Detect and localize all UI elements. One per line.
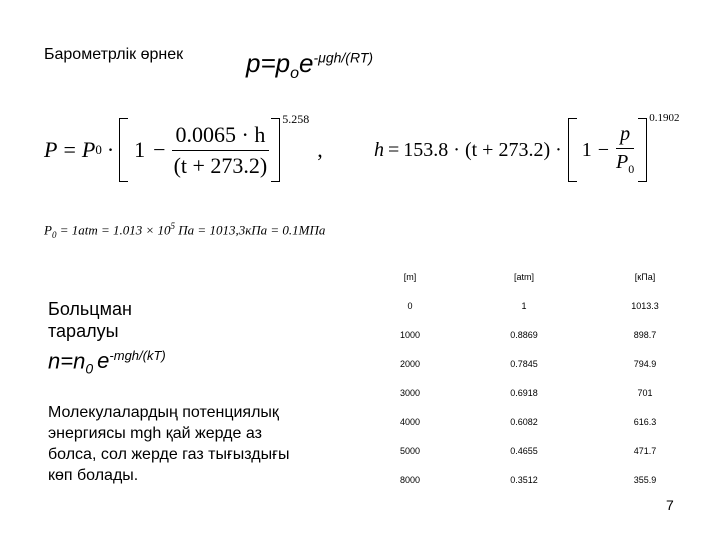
n0: n xyxy=(73,348,86,374)
height-den-p: P xyxy=(616,151,629,173)
height-right-bracket xyxy=(638,118,647,182)
pressure-one: 1 xyxy=(134,137,146,162)
height-formula xyxy=(374,112,680,182)
table-cell-kpa: 898.7 xyxy=(633,329,657,340)
table-cell-height: 4000 xyxy=(399,416,421,427)
table-cell-kpa: 616.3 xyxy=(633,416,657,427)
pressure-comma: , xyxy=(317,137,323,162)
description-line: көп болады. xyxy=(48,467,139,484)
table-row xyxy=(358,407,704,436)
description-line: болса, сол жерде газ тығыздығы xyxy=(48,446,290,463)
pressure-minus: − xyxy=(153,137,166,162)
units-p0-sub: 0 xyxy=(51,229,57,240)
units-formula xyxy=(44,221,325,240)
table-cell-atm: 0.8869 xyxy=(510,329,538,340)
formula-p: p xyxy=(246,48,261,78)
table-cell-kpa: 701 xyxy=(637,387,653,398)
left-bracket xyxy=(119,118,128,182)
table-cell-height: 8000 xyxy=(399,474,421,485)
pressure-lhs: P xyxy=(44,137,58,162)
pressure-formula xyxy=(44,112,323,182)
formula-p0-sub: o xyxy=(290,65,300,83)
description-line xyxy=(48,423,289,444)
boltzmann-formula xyxy=(48,348,166,377)
units-text1: = 1atm = 1.013 × 10 xyxy=(56,222,171,238)
description-line: Молекулалардың потенциялық xyxy=(48,404,279,421)
table-cell-height: 3000 xyxy=(399,387,421,398)
table-row xyxy=(358,320,704,349)
n-e: e xyxy=(97,348,110,374)
description xyxy=(48,402,289,486)
description-text: энергиясы mgh қай жерде аз xyxy=(48,425,262,442)
table-header-kpa: [кПа] xyxy=(634,271,656,282)
table-cell-kpa: 471.7 xyxy=(633,445,657,456)
height-one: 1 xyxy=(581,138,592,161)
units-text2: Па = 1013,3кПа = 0.1МПа xyxy=(175,222,326,238)
table-cell-kpa: 1013.3 xyxy=(631,300,659,311)
right-bracket xyxy=(271,118,280,182)
table-cell-atm: 0.3512 xyxy=(510,474,538,485)
boltzmann-line1: Больцман xyxy=(48,299,132,319)
units-exp: 5 xyxy=(170,221,176,231)
height-exponent: 0.1902 xyxy=(649,112,680,124)
formula-eq: = xyxy=(260,48,276,78)
formula-exponent: -μgh/(RT) xyxy=(313,49,374,66)
table-cell-height: 2000 xyxy=(399,358,421,369)
table-header-row xyxy=(358,262,704,291)
formula-e: e xyxy=(299,48,314,78)
barometric-formula xyxy=(246,48,373,83)
table-cell-atm: 0.4655 xyxy=(510,445,538,456)
pressure-dot: · xyxy=(106,137,115,162)
n-lhs: n xyxy=(48,348,61,374)
pressure-numerator: 0.0065 · h xyxy=(172,122,270,151)
height-fraction xyxy=(612,123,638,177)
formula-p0: p xyxy=(275,48,291,78)
heading: Барометрлік өрнек xyxy=(44,46,184,63)
table-cell-atm: 0.6082 xyxy=(510,416,538,427)
table-cell-atm: 0.6918 xyxy=(510,387,538,398)
pressure-p0: P xyxy=(81,137,96,162)
table-header-atm: [atm] xyxy=(513,271,534,282)
table-row xyxy=(358,378,704,407)
n-eq: = xyxy=(60,348,74,374)
table-cell-height: 5000 xyxy=(399,445,421,456)
pressure-denominator: (t + 273.2) xyxy=(173,152,268,178)
height-coef: 153.8 · (t + 273.2) · xyxy=(403,138,562,161)
height-minus: − xyxy=(597,138,610,161)
height-lhs: h xyxy=(374,138,384,161)
n0-sub: 0 xyxy=(85,360,94,377)
table-cell-kpa: 794.9 xyxy=(633,358,657,369)
boltzmann-line2: таралуы xyxy=(48,321,119,341)
pressure-fraction xyxy=(170,122,272,179)
table-cell-atm: 1 xyxy=(521,300,527,311)
altitude-pressure-table xyxy=(358,262,704,494)
height-eq: = xyxy=(388,138,400,161)
table-row xyxy=(358,436,704,465)
table-row xyxy=(358,349,704,378)
table-row xyxy=(358,465,704,494)
height-numerator: p xyxy=(616,123,634,149)
table-cell-atm: 0.7845 xyxy=(510,358,538,369)
pressure-exponent: 5.258 xyxy=(282,112,310,126)
table-row xyxy=(358,291,704,320)
pressure-p0-sub: 0 xyxy=(95,142,102,157)
table-cell-kpa: 355.9 xyxy=(633,474,657,485)
pressure-eq: = xyxy=(63,137,76,162)
units-p0: P xyxy=(44,222,52,238)
n-exponent: -mgh/(kT) xyxy=(109,348,166,363)
height-left-bracket xyxy=(568,118,577,182)
table-header-m: [m] xyxy=(403,271,417,282)
table-cell-height: 0 xyxy=(407,300,413,311)
table-cell-height: 1000 xyxy=(399,329,421,340)
page-number: 7 xyxy=(666,497,674,513)
boltzmann-title xyxy=(48,298,132,342)
height-den-sub: 0 xyxy=(628,162,635,176)
